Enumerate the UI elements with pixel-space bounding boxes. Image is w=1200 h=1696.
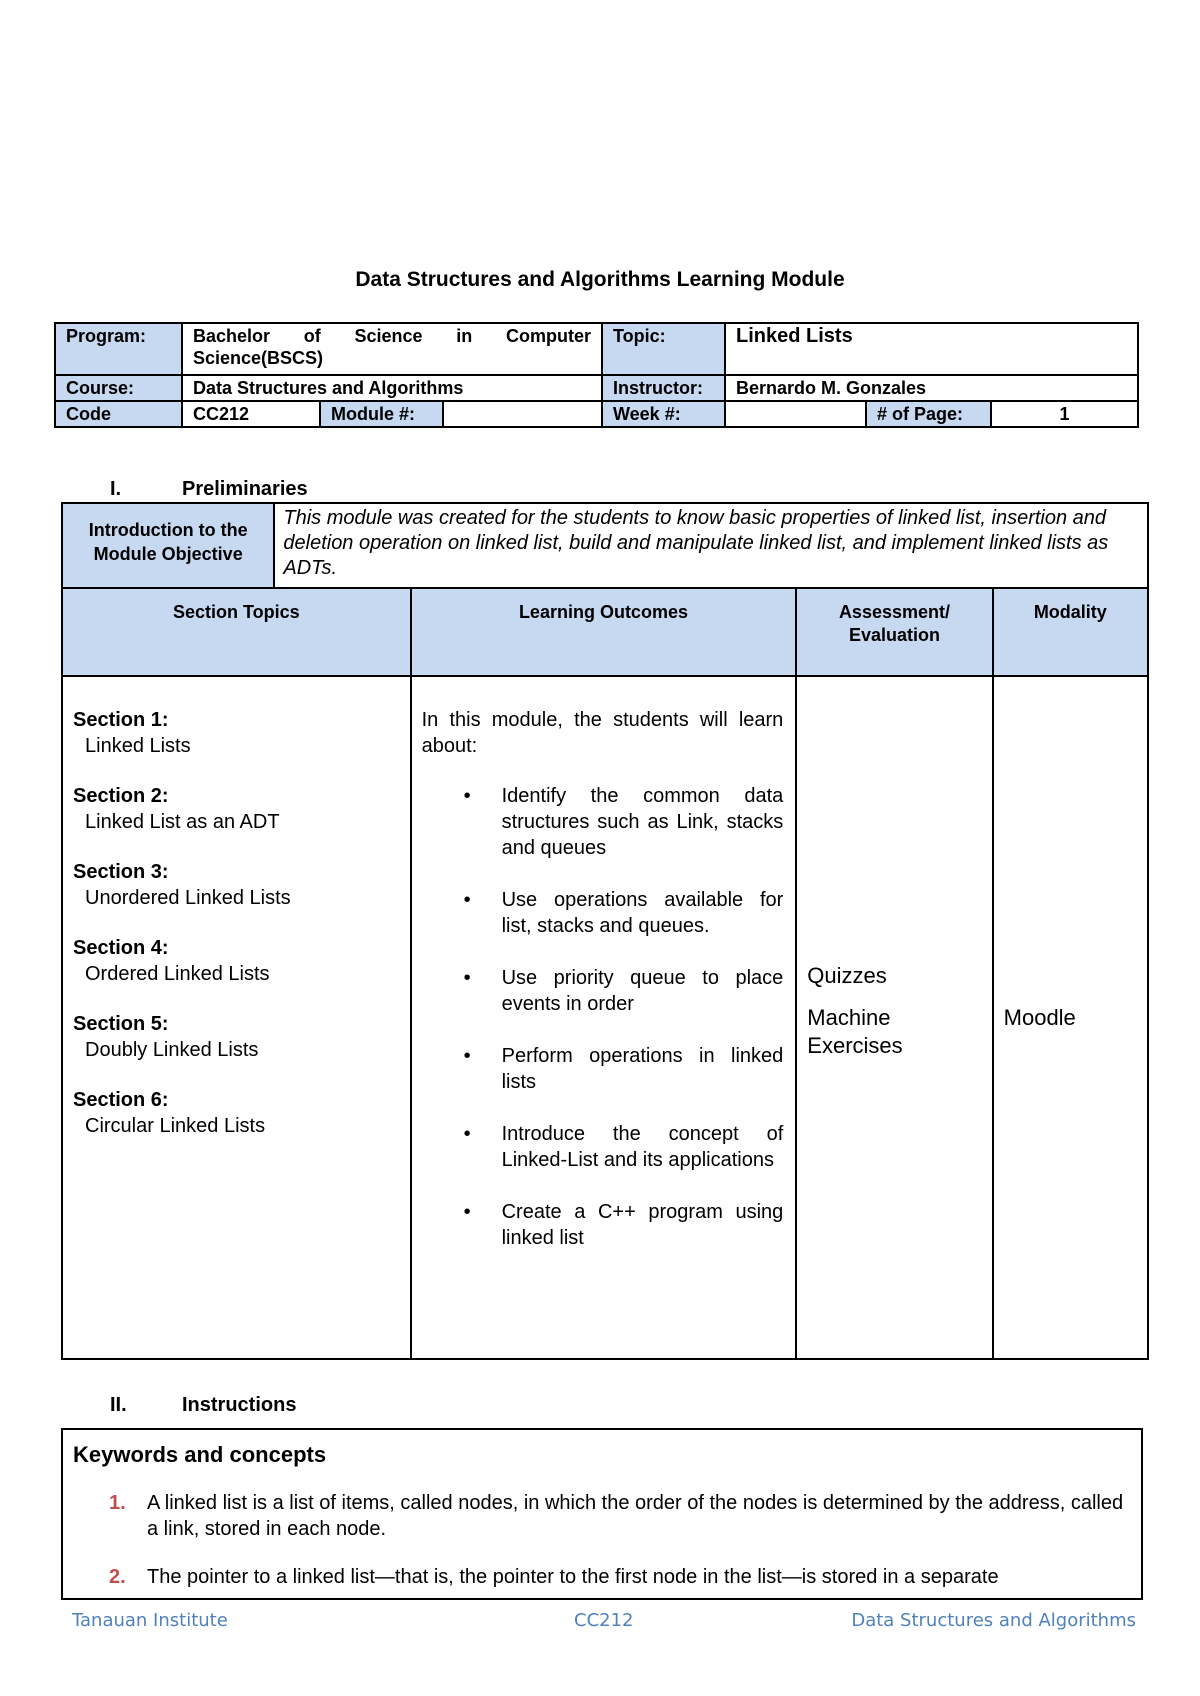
pages-value: 1: [991, 401, 1138, 427]
program-label: Program:: [55, 323, 182, 375]
instructions-heading: [110, 1394, 296, 1417]
header-learning-outcomes: Learning Outcomes: [411, 588, 797, 676]
section-head: Section 6:: [73, 1089, 169, 1111]
section-item: [73, 1087, 409, 1139]
learning-outcomes-cell: [411, 676, 797, 1359]
preliminaries-heading: [110, 478, 308, 501]
outcome-text: Use priority queue to place events in order: [501, 967, 784, 1015]
keyword-item: [73, 1490, 1131, 1542]
outcome-text: Identify the common data structures such as Link, stacks and queues: [501, 785, 784, 859]
module-number-value: [443, 401, 602, 427]
keywords-box: [61, 1428, 1143, 1598]
section-name: Unordered Linked Lists: [85, 887, 291, 909]
section-topics-cell: [62, 676, 411, 1359]
intro-objective-text: This module was created for the students to know basic properties of linked list, insertion and deletion operation on linked list, build and manipulate linked list, and implement linked lists as ADTs.: [274, 503, 1148, 588]
footer-rule: [61, 1598, 1143, 1600]
outcome-item: [422, 887, 784, 939]
section-name: Doubly Linked Lists: [85, 1039, 259, 1061]
preliminaries-title: Preliminaries: [182, 478, 308, 500]
pages-label: # of Page:: [866, 401, 991, 427]
section-head: Section 2:: [73, 785, 169, 807]
section-head: Section 3:: [73, 861, 169, 883]
modality-cell: Moodle: [993, 676, 1148, 1359]
outcomes-intro: In this module, the students will learn about:: [421, 709, 784, 757]
bullet-icon: •: [463, 889, 471, 911]
outcome-text: Use operations available for list, stacks and queues.: [501, 889, 784, 937]
footer-course-code: CC212: [574, 1610, 634, 1631]
document-title: Data Structures and Algorithms Learning Module: [355, 268, 845, 291]
section-name: Linked Lists: [85, 735, 191, 757]
bullet-icon: •: [463, 785, 471, 807]
section-item: [73, 935, 409, 987]
week-label: Week #:: [602, 401, 725, 427]
course-value: Data Structures and Algorithms: [182, 375, 602, 401]
keywords-title: Keywords and concepts: [73, 1442, 327, 1467]
page-footer: [0, 1610, 1200, 1634]
footer-course-title: Data Structures and Algorithms: [851, 1610, 1136, 1631]
section-head: Section 1:: [73, 709, 169, 731]
module-number-label: Module #:: [320, 401, 443, 427]
section-name: Circular Linked Lists: [85, 1115, 266, 1137]
keyword-text: The pointer to a linked list—that is, the pointer to the first node in the list—is stored in a separate: [147, 1566, 999, 1588]
topic-value: Linked Lists: [725, 323, 1138, 375]
outcomes-list: [422, 783, 784, 1251]
footer-institution: Tanauan Institute: [72, 1610, 228, 1631]
outcome-text: Create a C++ program using linked list: [501, 1201, 784, 1249]
keyword-number: 1.: [109, 1492, 126, 1514]
bullet-icon: •: [463, 1201, 471, 1223]
code-label: Code: [55, 401, 182, 427]
outcome-item: [422, 1199, 784, 1251]
course-label: Course:: [55, 375, 182, 401]
section-head: Section 4:: [73, 937, 169, 959]
preliminaries-table: [61, 502, 1149, 1360]
assessment-item: Quizzes: [807, 962, 887, 988]
section-head: Section 5:: [73, 1013, 169, 1035]
topic-label: Topic:: [602, 323, 725, 375]
assessment-item: Machine Exercises: [807, 1004, 903, 1058]
outcome-item: [422, 965, 784, 1017]
section-item: [73, 783, 409, 835]
program-value: Bachelor of Science in Computer Science(BSCS): [182, 323, 602, 375]
instructor-value: Bernardo M. Gonzales: [725, 375, 1138, 401]
section-item: [73, 707, 409, 759]
keyword-item: [73, 1564, 1131, 1590]
outcome-text: Introduce the concept of Linked-List and its applications: [501, 1123, 784, 1171]
keyword-text: A linked list is a list of items, called nodes, in which the order of the nodes is determined by the address, called a link, stored in each node.: [147, 1492, 1124, 1540]
outcome-item: [422, 1121, 784, 1173]
bullet-icon: •: [463, 967, 471, 989]
header-modality: Modality: [993, 588, 1148, 676]
module-info-table: [54, 322, 1139, 428]
header-section-topics: Section Topics: [62, 588, 411, 676]
intro-objective-label: Introduction to the Module Objective: [62, 503, 274, 588]
section-item: [73, 859, 409, 911]
section-name: Linked List as an ADT: [85, 811, 280, 833]
instructions-number: II.: [110, 1394, 127, 1416]
instructions-title: Instructions: [182, 1394, 297, 1416]
outcome-text: Perform operations in linked lists: [501, 1045, 784, 1093]
keywords-list: [73, 1490, 1131, 1590]
bullet-icon: •: [463, 1045, 471, 1067]
assessment-cell: [796, 676, 992, 1359]
keyword-number: 2.: [109, 1566, 126, 1588]
week-value: [725, 401, 866, 427]
outcome-item: [422, 1043, 784, 1095]
outcome-item: [422, 783, 784, 861]
bullet-icon: •: [463, 1123, 471, 1145]
instructor-label: Instructor:: [602, 375, 725, 401]
preliminaries-number: I.: [110, 478, 122, 500]
section-name: Ordered Linked Lists: [85, 963, 270, 985]
code-value: CC212: [182, 401, 320, 427]
header-assessment: Assessment/ Evaluation: [796, 588, 992, 676]
section-item: [73, 1011, 409, 1063]
